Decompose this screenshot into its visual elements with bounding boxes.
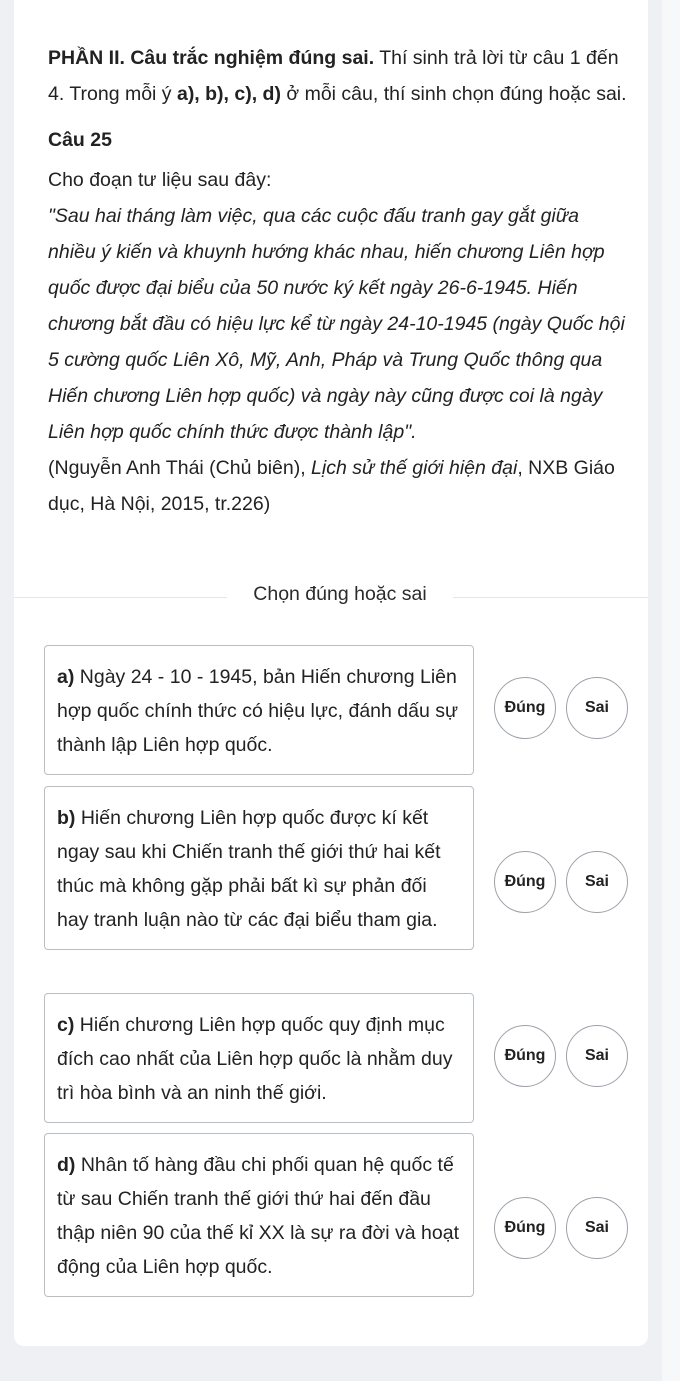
statement-c [44,993,474,1123]
statement-text: Hiến chương Liên hợp quốc quy định mục đích cao nhất của Liên hợp quốc là nhằm duy trì hòa bình và an ninh thế giới. [57,1014,453,1104]
false-button-b[interactable]: Sai [566,851,628,913]
false-button-d[interactable]: Sai [566,1197,628,1259]
statement-label: d) [57,1154,76,1176]
source-quote: "Sau hai tháng làm việc, qua các cuộc đấu tranh gay gắt giữa nhiều ý kiến và khuynh hướng khác nhau, hiến chương Liên hợp quốc được đại biểu của 50 nước ký kết ngày 26-6-1945. Hiến chương bắt đầu có hiệu lực kể từ ngày 24-10-1945 (ngày Quốc hội 5 cường quốc Liên Xô, Mỹ, Anh, Pháp và Trung Quốc thông qua Hiến chương Liên hợp quốc) và ngày này cũng được coi là ngày Liên hợp quốc chính thức được thành lập". [48,205,625,443]
question-lead: Cho đoạn tư liệu sau đây: [48,169,272,191]
question-intro [48,40,628,522]
true-button-a[interactable]: Đúng [494,677,556,739]
statement-d [44,1133,474,1297]
true-button-d[interactable]: Đúng [494,1197,556,1259]
scrollbar-track[interactable] [662,0,680,1381]
section-heading: PHẦN II. Câu trắc nghiệm đúng sai. [48,47,375,69]
question-title: Câu 25 [48,129,112,151]
section-instruction: PHẦN II. Câu trắc nghiệm đúng sai. Thí sinh trả lời từ câu 1 đến 4. Trong mỗi ý a), b), c), d) ở mỗi câu, thí sinh chọn đúng hoặc sai. [48,47,627,105]
statement-b [44,786,474,950]
statement-a [44,645,474,775]
false-button-a[interactable]: Sai [566,677,628,739]
false-button-c[interactable]: Sai [566,1025,628,1087]
source-citation: (Nguyễn Anh Thái (Chủ biên), Lịch sử thế giới hiện đại, NXB Giáo dục, Hà Nội, 2015, tr.226) [48,457,615,515]
statement-label: b) [57,807,76,829]
statement-text: Nhân tố hàng đầu chi phối quan hệ quốc tế từ sau Chiến tranh thế giới thứ hai đến đầu thập niên 90 của thế kỉ XX là sự ra đời và hoạt động của Liên hợp quốc. [57,1154,459,1278]
statement-label: a) [57,666,75,688]
true-button-c[interactable]: Đúng [494,1025,556,1087]
option-letters: a), b), c), d) [176,83,281,105]
divider-label: Chọn đúng hoặc sai [0,583,680,606]
statement-text: Ngày 24 - 10 - 1945, bản Hiến chương Liên hợp quốc chính thức có hiệu lực, đánh dấu sự thành lập Liên hợp quốc. [57,666,459,756]
statement-label: c) [57,1014,75,1036]
statement-text: Hiến chương Liên hợp quốc được kí kết ngay sau khi Chiến tranh thế giới thứ hai kết thúc mà không gặp phải bất kì sự phản đối hay tranh luận nào từ các đại biểu tham gia. [57,807,441,931]
source-book-title: Lịch sử thế giới hiện đại [311,457,518,479]
true-button-b[interactable]: Đúng [494,851,556,913]
